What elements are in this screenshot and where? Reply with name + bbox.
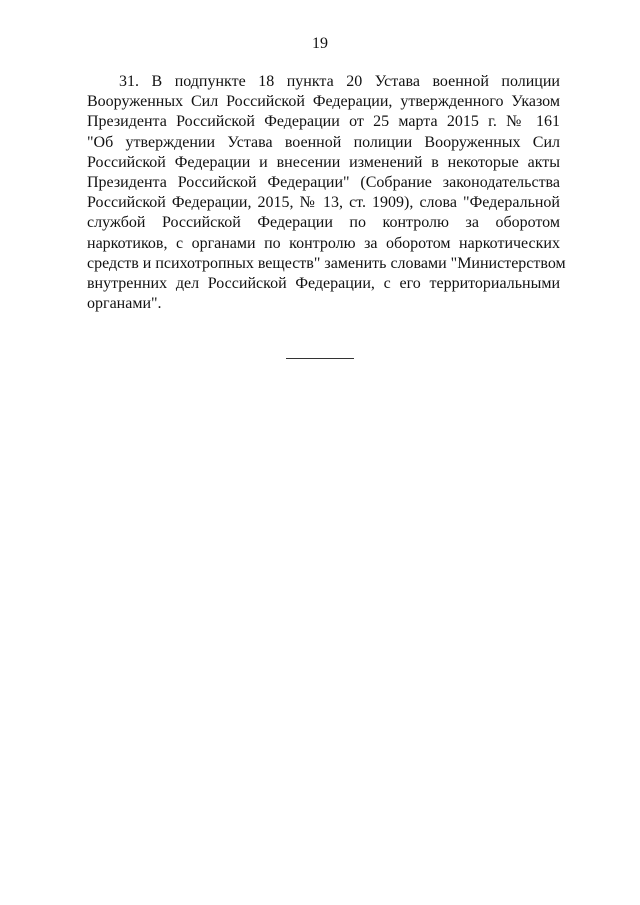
page-number: 19 xyxy=(312,35,328,52)
paragraph-line: Российской Федерации, 2015, № 13, ст. 1909), слова "Федеральной xyxy=(87,194,560,212)
paragraph-line: службой Российской Федерации по контролю за оборотом xyxy=(87,214,560,232)
paragraph-line: Президента Российской Федерации от 25 марта 2015 г. № 161 xyxy=(87,113,560,131)
end-of-document-rule xyxy=(286,358,354,359)
paragraph-line: внутренних дел Российской Федерации, с его территориальными xyxy=(87,275,560,293)
amendment-paragraph xyxy=(87,72,566,314)
paragraph-line: 31. В подпункте 18 пункта 20 Устава военной полиции xyxy=(119,73,560,90)
paragraph-line: Вооруженных Сил Российской Федерации, утвержденного Указом xyxy=(87,93,560,111)
paragraph-line: "Об утверждении Устава военной полиции Вооруженных Сил xyxy=(87,133,560,151)
paragraph-line: органами". xyxy=(87,295,162,313)
paragraph-line: Российской Федерации и внесении изменений в некоторые акты xyxy=(87,153,560,171)
paragraph-line: наркотиков, с органами по контролю за оборотом наркотических xyxy=(87,234,560,252)
paragraph-line: Президента Российской Федерации" (Собрание законодательства xyxy=(87,174,560,192)
paragraph-line: средств и психотропных веществ" заменить словами "Министерством xyxy=(87,254,566,272)
